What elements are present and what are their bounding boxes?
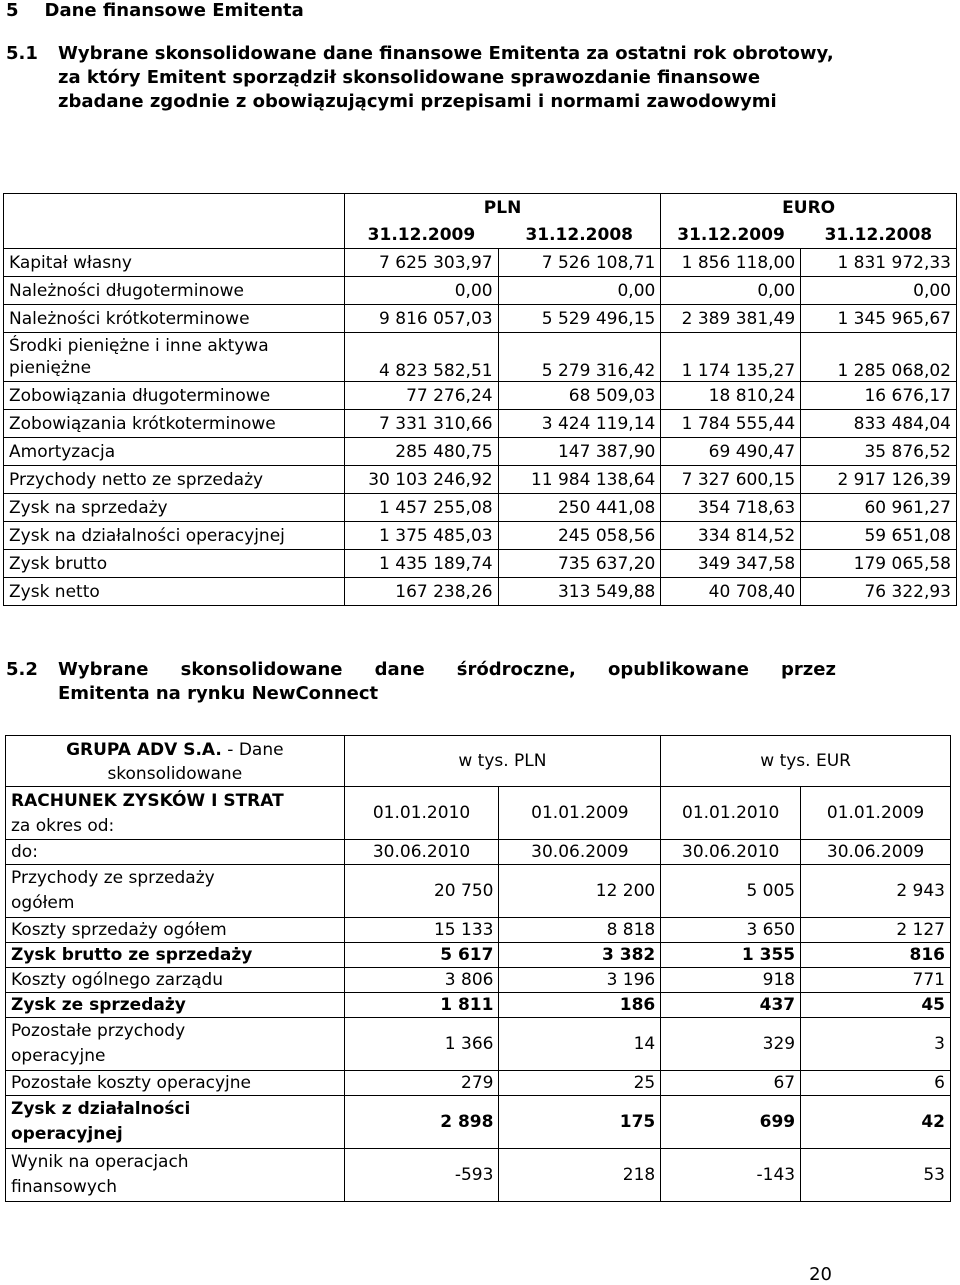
row-label: Zysk z działalności operacyjnej xyxy=(6,1096,345,1149)
value-cell: 12 200 xyxy=(499,865,661,918)
title-word: skonsolidowane xyxy=(180,659,343,680)
value-cell: 6 xyxy=(801,1071,951,1096)
value-cell: 285 480,75 xyxy=(344,438,498,466)
period-to-label: do: xyxy=(6,840,345,865)
company-subtitle: - Dane skonsolidowane xyxy=(107,740,284,784)
title-word: dane xyxy=(374,659,425,680)
value-cell: 3 196 xyxy=(499,968,661,993)
value-cell: 1 355 xyxy=(661,943,801,968)
interim-income-table xyxy=(5,735,951,1202)
statement-label-cell xyxy=(6,787,345,840)
section-title: Wybrane skonsolidowane dane finansowe Emitenta za ostatni rok obrotowy, za który Emitent sporządził skonsolidowane sprawozdanie finansowe zbadane zgodnie z obowiązującymi przepisami i normami zawodowymi xyxy=(58,43,834,112)
row-label: Amortyzacja xyxy=(4,438,345,466)
value-cell: 25 xyxy=(499,1071,661,1096)
value-cell: 35 876,52 xyxy=(801,438,957,466)
row-label: Wynik na operacjach finansowych xyxy=(6,1149,345,1202)
value-cell: 250 441,08 xyxy=(498,494,661,522)
section-number: 5 xyxy=(6,0,19,21)
value-cell: 76 322,93 xyxy=(801,578,957,606)
unit-header-row xyxy=(6,736,951,787)
value-cell: 7 331 310,66 xyxy=(344,410,498,438)
value-cell: 0,00 xyxy=(498,277,661,305)
value-cell: 2 943 xyxy=(801,865,951,918)
row-label: Zysk brutto xyxy=(4,550,345,578)
section-number: 5.2 xyxy=(6,659,38,680)
value-cell: 0,00 xyxy=(344,277,498,305)
row-label: Pozostałe koszty operacyjne xyxy=(6,1071,345,1096)
table-row xyxy=(6,943,951,968)
value-cell: 4 823 582,51 xyxy=(344,333,498,382)
row-label: Przychody netto ze sprzedaży xyxy=(4,466,345,494)
period-to-row xyxy=(6,840,951,865)
row-label: Zysk na sprzedaży xyxy=(4,494,345,522)
table-row xyxy=(6,865,951,918)
table-row xyxy=(6,1071,951,1096)
row-label: Pozostałe przychody operacyjne xyxy=(6,1018,345,1071)
row-label: Zysk netto xyxy=(4,578,345,606)
value-cell: 833 484,04 xyxy=(801,410,957,438)
row-label: Zysk na działalności operacyjnej xyxy=(4,522,345,550)
value-cell: 5 617 xyxy=(344,943,499,968)
annual-financial-table xyxy=(3,193,957,606)
value-cell: 245 058,56 xyxy=(498,522,661,550)
to-date: 30.06.2009 xyxy=(801,840,951,865)
table-row xyxy=(6,918,951,943)
value-cell: 186 xyxy=(499,993,661,1018)
value-cell: 334 814,52 xyxy=(661,522,801,550)
from-date: 01.01.2010 xyxy=(344,787,499,840)
value-cell: 60 961,27 xyxy=(801,494,957,522)
company-name: GRUPA ADV S.A. xyxy=(66,740,222,760)
table-row xyxy=(4,249,957,277)
from-date: 01.01.2009 xyxy=(801,787,951,840)
section-title-line-2: Emitenta na rynku NewConnect xyxy=(58,683,379,704)
value-cell: 218 xyxy=(499,1149,661,1202)
value-cell: 0,00 xyxy=(661,277,801,305)
value-cell: 1 811 xyxy=(344,993,499,1018)
value-cell: 816 xyxy=(801,943,951,968)
value-cell: 3 xyxy=(801,1018,951,1071)
row-label: Przychody ze sprzedaży ogółem xyxy=(6,865,345,918)
table-row xyxy=(6,993,951,1018)
value-cell: 1 457 255,08 xyxy=(344,494,498,522)
value-cell: 1 174 135,27 xyxy=(661,333,801,382)
value-cell: 1 285 068,02 xyxy=(801,333,957,382)
row-label: Zobowiązania krótkoterminowe xyxy=(4,410,345,438)
section-5-1-heading xyxy=(6,42,836,114)
section-title xyxy=(58,658,836,706)
table-row xyxy=(4,578,957,606)
value-cell: 77 276,24 xyxy=(344,382,498,410)
row-label: Zobowiązania długoterminowe xyxy=(4,382,345,410)
value-cell: 1 345 965,67 xyxy=(801,305,957,333)
value-cell: 3 424 119,14 xyxy=(498,410,661,438)
value-cell: -143 xyxy=(661,1149,801,1202)
table-row xyxy=(4,410,957,438)
currency-header-pln: PLN xyxy=(344,194,661,222)
value-cell: 40 708,40 xyxy=(661,578,801,606)
from-date: 01.01.2009 xyxy=(499,787,661,840)
table-row xyxy=(4,494,957,522)
to-date: 30.06.2010 xyxy=(344,840,499,865)
value-cell: 67 xyxy=(661,1071,801,1096)
value-cell: 5 005 xyxy=(661,865,801,918)
value-cell: 5 279 316,42 xyxy=(498,333,661,382)
value-cell: 313 549,88 xyxy=(498,578,661,606)
title-word: Wybrane xyxy=(58,659,149,680)
value-cell: 918 xyxy=(661,968,801,993)
value-cell: -593 xyxy=(344,1149,499,1202)
value-cell: 1 831 972,33 xyxy=(801,249,957,277)
section-5-heading xyxy=(6,0,304,21)
section-number: 5.1 xyxy=(6,43,38,64)
row-label: Zysk brutto ze sprzedaży xyxy=(6,943,345,968)
title-word: przez xyxy=(781,659,836,680)
value-cell: 53 xyxy=(801,1149,951,1202)
currency-header-row xyxy=(4,194,957,222)
date-header: 31.12.2009 xyxy=(661,221,801,249)
value-cell: 9 816 057,03 xyxy=(344,305,498,333)
period-from-row xyxy=(6,787,951,840)
table-row xyxy=(4,466,957,494)
row-label: Koszty ogólnego zarządu xyxy=(6,968,345,993)
currency-header-euro: EURO xyxy=(661,194,957,222)
value-cell: 2 917 126,39 xyxy=(801,466,957,494)
value-cell: 279 xyxy=(344,1071,499,1096)
table-row xyxy=(6,1096,951,1149)
value-cell: 2 127 xyxy=(801,918,951,943)
section-title-line-1 xyxy=(58,658,836,682)
value-cell: 14 xyxy=(499,1018,661,1071)
value-cell: 3 382 xyxy=(499,943,661,968)
value-cell: 1 856 118,00 xyxy=(661,249,801,277)
value-cell: 7 327 600,15 xyxy=(661,466,801,494)
company-label-cell xyxy=(6,736,345,787)
value-cell: 179 065,58 xyxy=(801,550,957,578)
value-cell: 5 529 496,15 xyxy=(498,305,661,333)
row-label: Koszty sprzedaży ogółem xyxy=(6,918,345,943)
from-date: 01.01.2010 xyxy=(661,787,801,840)
value-cell: 3 650 xyxy=(661,918,801,943)
title-word: opublikowane xyxy=(607,659,749,680)
value-cell: 15 133 xyxy=(344,918,499,943)
value-cell: 2 389 381,49 xyxy=(661,305,801,333)
value-cell: 329 xyxy=(661,1018,801,1071)
table-row xyxy=(6,1018,951,1071)
value-cell: 1 375 485,03 xyxy=(344,522,498,550)
value-cell: 0,00 xyxy=(801,277,957,305)
value-cell: 1 784 555,44 xyxy=(661,410,801,438)
value-cell: 16 676,17 xyxy=(801,382,957,410)
value-cell: 147 387,90 xyxy=(498,438,661,466)
value-cell: 11 984 138,64 xyxy=(498,466,661,494)
empty-header-cell xyxy=(4,194,345,249)
value-cell: 59 651,08 xyxy=(801,522,957,550)
value-cell: 735 637,20 xyxy=(498,550,661,578)
table-row xyxy=(4,438,957,466)
row-label: Należności długoterminowe xyxy=(4,277,345,305)
table-row xyxy=(4,522,957,550)
table-row xyxy=(4,550,957,578)
value-cell: 42 xyxy=(801,1096,951,1149)
value-cell: 18 810,24 xyxy=(661,382,801,410)
title-word: śródroczne, xyxy=(456,659,576,680)
date-header: 31.12.2008 xyxy=(498,221,661,249)
value-cell: 771 xyxy=(801,968,951,993)
table-row xyxy=(4,277,957,305)
row-label: Środki pieniężne i inne aktywa pieniężne xyxy=(4,333,345,382)
page-number: 20 xyxy=(809,1264,832,1285)
value-cell: 167 238,26 xyxy=(344,578,498,606)
value-cell: 354 718,63 xyxy=(661,494,801,522)
table-row xyxy=(6,968,951,993)
value-cell: 69 490,47 xyxy=(661,438,801,466)
row-label: Kapitał własny xyxy=(4,249,345,277)
unit-eur: w tys. EUR xyxy=(661,736,951,787)
table-row xyxy=(6,1149,951,1202)
value-cell: 437 xyxy=(661,993,801,1018)
date-header: 31.12.2009 xyxy=(344,221,498,249)
value-cell: 1 366 xyxy=(344,1018,499,1071)
period-from-label: za okres od: xyxy=(11,816,115,836)
value-cell: 175 xyxy=(499,1096,661,1149)
table-row xyxy=(4,305,957,333)
to-date: 30.06.2010 xyxy=(661,840,801,865)
unit-pln: w tys. PLN xyxy=(344,736,661,787)
value-cell: 7 625 303,97 xyxy=(344,249,498,277)
value-cell: 8 818 xyxy=(499,918,661,943)
section-5-2-heading xyxy=(6,658,836,706)
value-cell: 349 347,58 xyxy=(661,550,801,578)
value-cell: 7 526 108,71 xyxy=(498,249,661,277)
table-row xyxy=(4,382,957,410)
date-header: 31.12.2008 xyxy=(801,221,957,249)
value-cell: 3 806 xyxy=(344,968,499,993)
row-label: Zysk ze sprzedaży xyxy=(6,993,345,1018)
value-cell: 1 435 189,74 xyxy=(344,550,498,578)
value-cell: 68 509,03 xyxy=(498,382,661,410)
row-label: Należności krótkoterminowe xyxy=(4,305,345,333)
value-cell: 20 750 xyxy=(344,865,499,918)
to-date: 30.06.2009 xyxy=(499,840,661,865)
statement-title: RACHUNEK ZYSKÓW I STRAT xyxy=(11,791,284,811)
value-cell: 45 xyxy=(801,993,951,1018)
value-cell: 699 xyxy=(661,1096,801,1149)
table-row xyxy=(4,333,957,382)
value-cell: 2 898 xyxy=(344,1096,499,1149)
value-cell: 30 103 246,92 xyxy=(344,466,498,494)
section-title: Dane finansowe Emitenta xyxy=(44,0,304,21)
